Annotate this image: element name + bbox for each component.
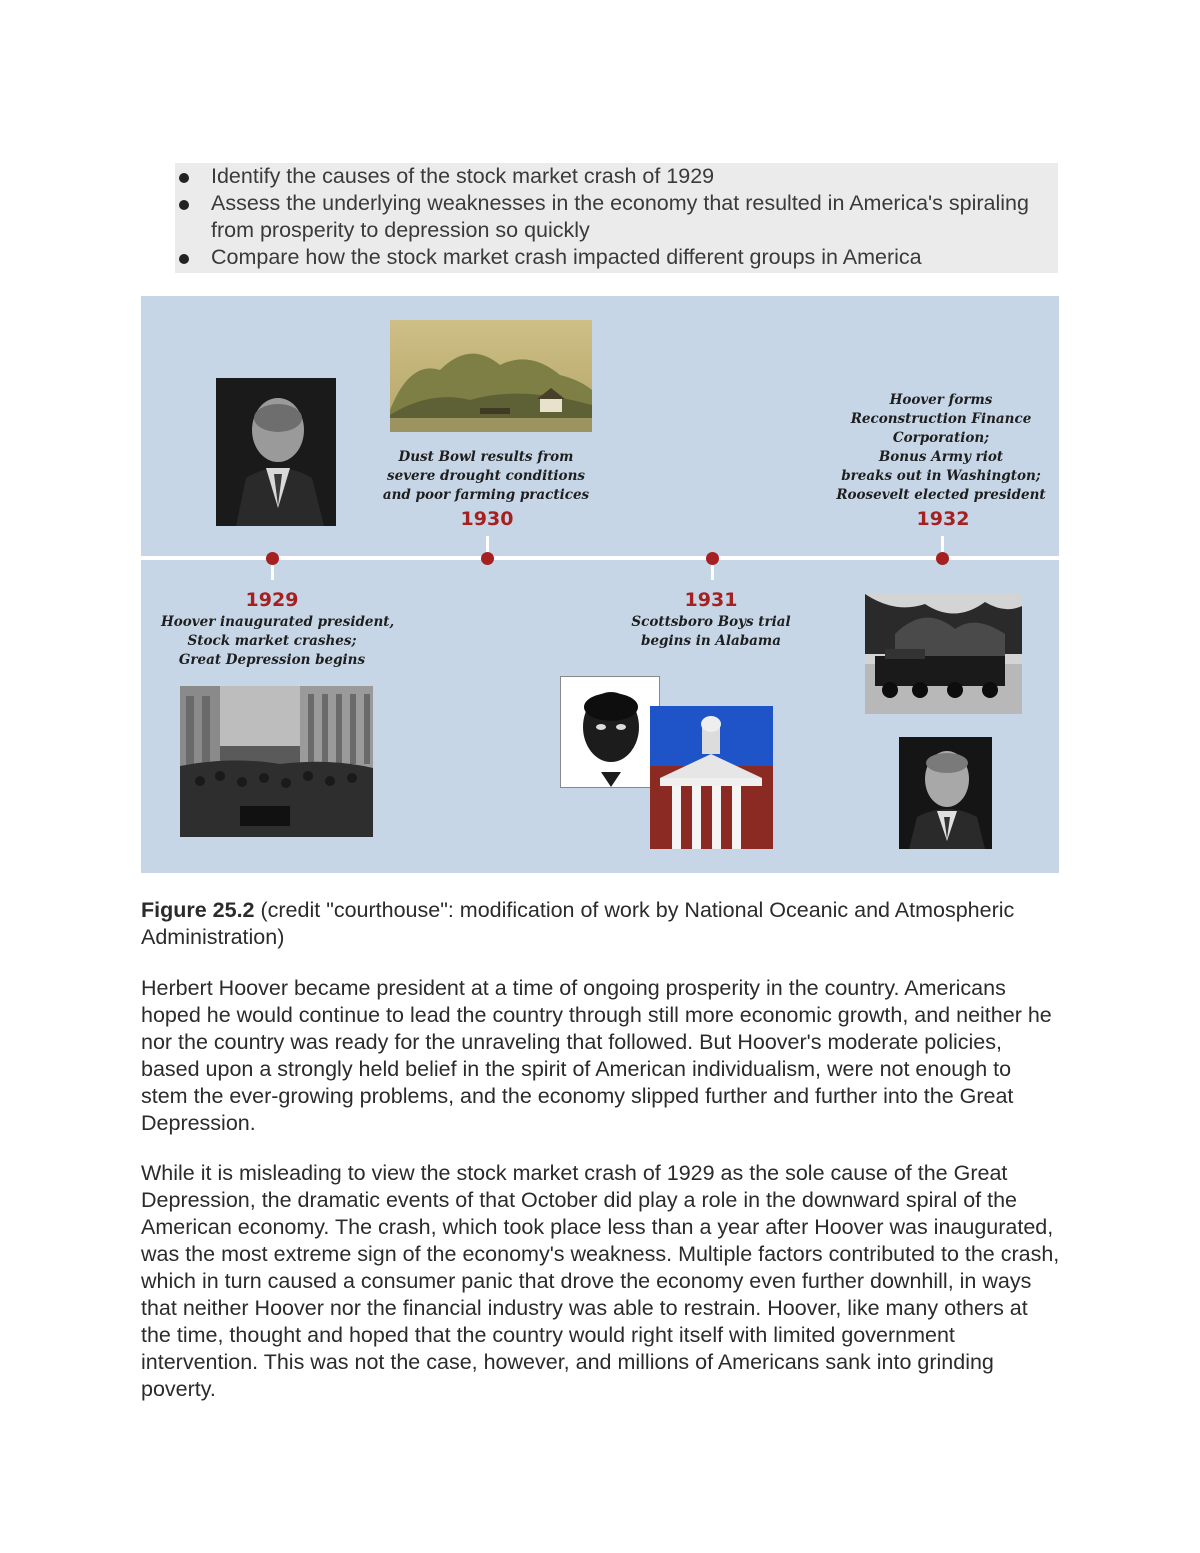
scottsboro-portrait-photo [560,676,660,788]
timeline-year-1932: 1932 [916,508,970,530]
bullet-icon [179,254,189,264]
timeline-year-1931: 1931 [684,589,738,611]
body-paragraph: While it is misleading to view the stock market crash of 1929 as the sole cause of the Great Depression, the dramatic events of that October did play a role in the downward spiral of the American economy. The crash, which took place less than a year after Hoover was inaugurated, was the most extreme sign of the economy's weakness. Multiple factors contributed to the crash, which in turn caused a consumer panic that drove the economy even further downhill, in ways that neither Hoover nor the financial industry was able to restrain. Hoover, like many others at the time, thought and hoped that the country would right itself with limited government intervention. This was not the case, however, and millions of Americans sank into grinding poverty. [141,1161,1060,1401]
timeline-caption-1931: Scottsboro Boys trial begins in Alabama [631,614,791,649]
timeline-caption-1930: Dust Bowl results from severe drought conditions and poor farming practices [382,449,590,503]
bonus-army-riot-photo [865,594,1022,714]
timeline-caption-1932: Hoover forms Reconstruction Finance Corporation; Bonus Army riot breaks out in Washington; Roosevelt elected president [836,392,1046,503]
stock-market-crowd-photo [180,686,373,837]
dust-bowl-photo [390,320,592,432]
timeline-figure [141,296,1059,873]
timeline-marker-1929 [266,552,279,565]
bullet-icon [179,173,189,183]
bullet-icon [179,200,189,210]
courthouse-photo [650,706,773,849]
timeline-marker-1931 [706,552,719,565]
figure-label: Figure 25.2 [141,898,255,922]
figure-credit: (credit "courthouse": modification of work by National Oceanic and Atmospheric Administration) [141,898,1015,949]
objective-item: Compare how the stock market crash impacted different groups in America [175,244,1058,271]
timeline-caption-1929: Hoover inaugurated president, Stock market crashes; Great Depression begins [161,614,395,668]
timeline-marker-1930 [481,552,494,565]
objective-item: Assess the underlying weaknesses in the economy that resulted in America's spiraling from prosperity to depression so quickly [175,190,1058,244]
timeline-marker-1932 [936,552,949,565]
roosevelt-portrait-photo [899,737,992,849]
timeline-year-1930: 1930 [460,508,514,530]
timeline-year-1929: 1929 [245,589,299,611]
objective-item: Identify the causes of the stock market crash of 1929 [175,163,1058,190]
objectives-list [175,163,1058,271]
learning-objectives [175,163,1058,273]
figure-caption [141,897,1061,951]
hoover-portrait-photo [216,378,336,526]
body-paragraph: Herbert Hoover became president at a time of ongoing prosperity in the country. Americans hoped he would continue to lead the country through still more economic growth, and neither he nor the country was ready for the unraveling that followed. But Hoover's moderate policies, based upon a strongly held belief in the spirit of American individualism, were not enough to stem the ever-growing problems, and the economy slipped further and further into the Great Depression. [141,976,1052,1135]
